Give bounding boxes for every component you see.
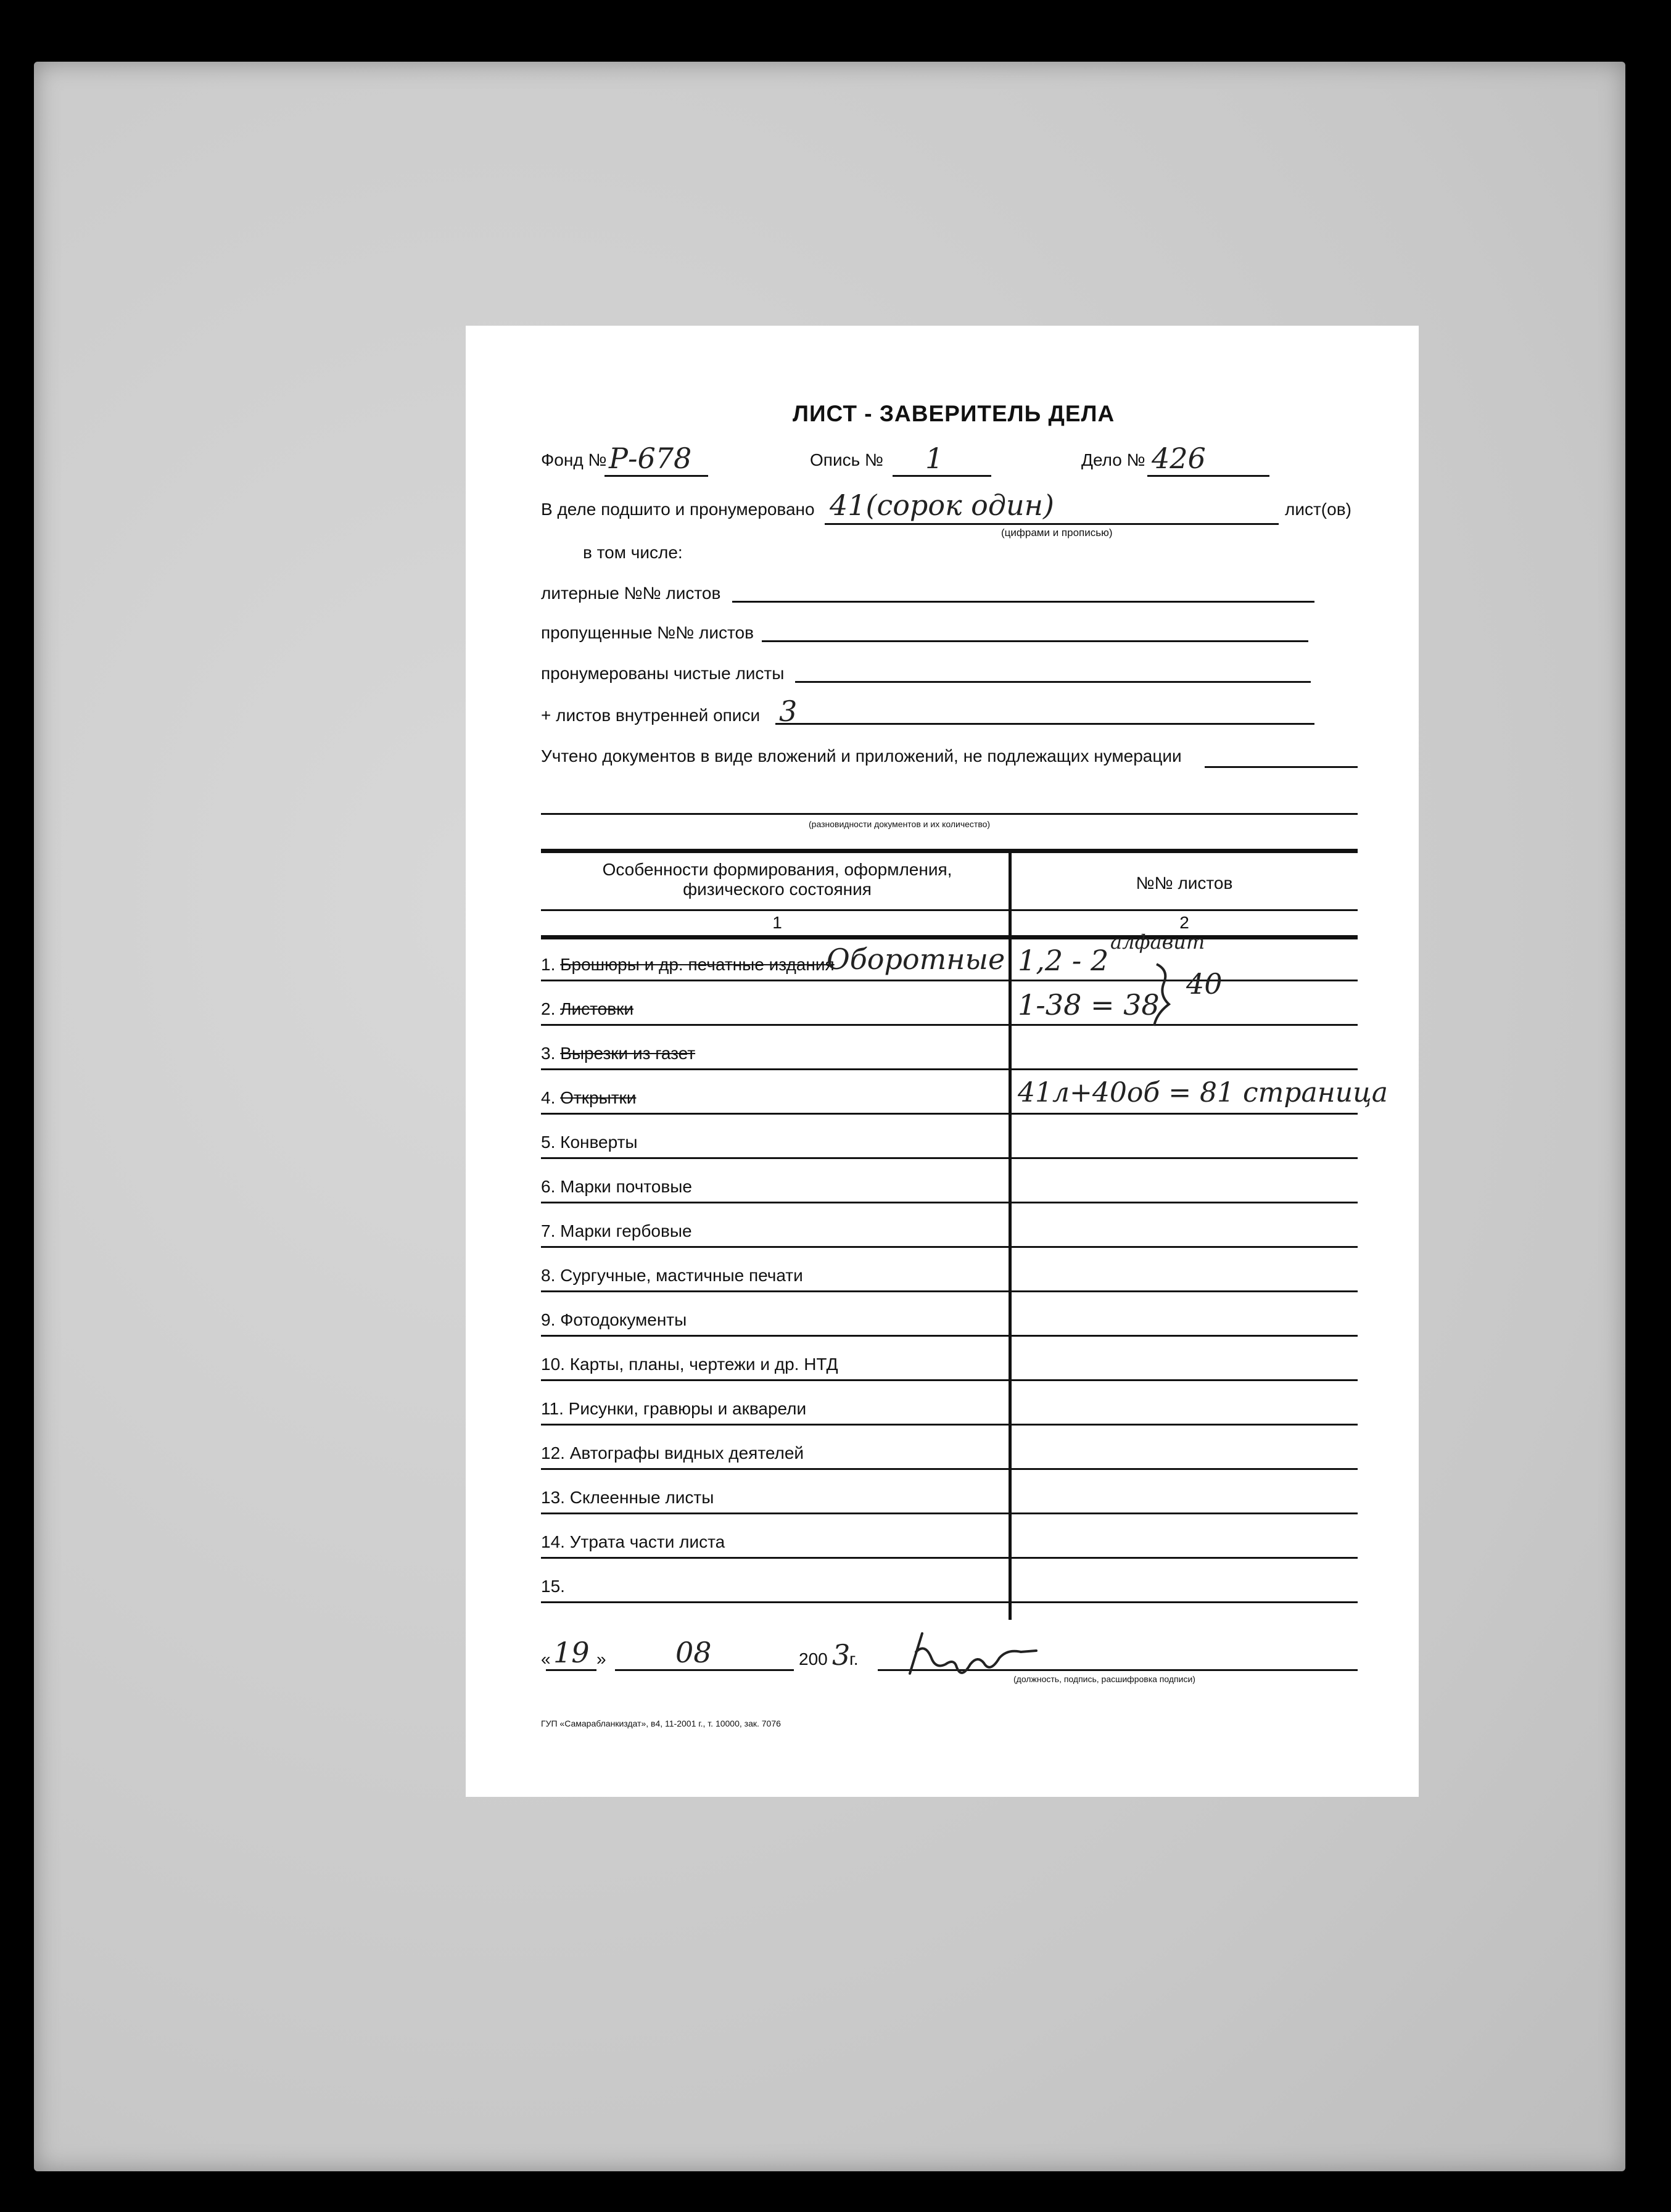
- table-row-line: [541, 1246, 1358, 1248]
- table-header-bottom-border: [541, 935, 1358, 939]
- date-year-digit: 3: [832, 1638, 851, 1672]
- date-close-quote: »: [596, 1649, 606, 1669]
- table-row-number: 9.: [541, 1310, 556, 1329]
- table-row-text: Утрата части листа: [569, 1532, 725, 1551]
- table-row-number: 5.: [541, 1133, 556, 1152]
- vnutrennei-value: 3: [779, 695, 798, 728]
- delo-value: 426: [1152, 442, 1206, 475]
- table-row-text: Открытки: [560, 1088, 637, 1107]
- date-day: 19: [553, 1636, 590, 1669]
- table-row-line: [541, 1379, 1358, 1381]
- table-row-sheet-numbers: 1,2 - 2: [1018, 944, 1109, 977]
- ucheteno-underline: [1205, 766, 1358, 768]
- date-month-underline: [615, 1669, 794, 1671]
- table-row-label: [541, 1177, 692, 1197]
- table-row-text: Склеенные листы: [569, 1488, 714, 1507]
- table-row-label: [541, 1044, 695, 1063]
- podshito-suffix: лист(ов): [1285, 500, 1351, 519]
- table-row-label: [541, 1088, 636, 1108]
- literal-label: литерные №№ листов: [541, 584, 721, 603]
- raznovidnosti-hint: (разновидности документов и их количество): [809, 819, 991, 829]
- fond-underline: [604, 475, 708, 477]
- table-row-text: Рисунки, гравюры и акварели: [568, 1399, 807, 1418]
- table-row-number: 15.: [541, 1577, 565, 1596]
- opis-value: 1: [925, 442, 944, 475]
- table-row-line: [541, 1113, 1358, 1115]
- ucheteno-label: Учтено документов в виде вложений и приложений, не подлежащих нумерации: [541, 746, 1182, 766]
- opis-label: Опись №: [810, 450, 883, 469]
- table-row-sheet-numbers: 41л+40об = 81 страница: [1018, 1077, 1388, 1108]
- table-row-line: [541, 1335, 1358, 1337]
- table-row-number: 7.: [541, 1221, 556, 1240]
- delo-underline: [1147, 475, 1269, 477]
- table-row-line: [541, 1202, 1358, 1203]
- chistye-label: пронумерованы чистые листы: [541, 664, 785, 683]
- date-year-suffix: г.: [849, 1649, 859, 1669]
- table-row-sheet-numbers: 1-38 = 38: [1018, 988, 1160, 1021]
- table-row-label: [541, 1443, 804, 1463]
- table-row-number: 2.: [541, 999, 556, 1018]
- table-col2-header: №№ листов: [1136, 873, 1233, 893]
- table-row-number: 1.: [541, 955, 556, 974]
- table-col1-header: Особенности формирования, оформления, физического состояния: [602, 860, 952, 899]
- table-row-line: [541, 980, 1358, 981]
- table-row-label: [541, 1310, 687, 1330]
- table-row-label: [541, 1532, 725, 1552]
- table-row-text: Автографы видных деятелей: [569, 1443, 804, 1463]
- table-top-border: [541, 849, 1358, 853]
- total-annotation: 40: [1186, 967, 1223, 1001]
- table-row-label: [541, 1399, 806, 1419]
- table-row-text: Конверты: [560, 1133, 638, 1152]
- table-row-text: Листовки: [560, 999, 634, 1018]
- podshito-label: В деле подшито и пронумеровано: [541, 500, 815, 519]
- vnutrennei-label: + листов внутренней описи: [541, 706, 761, 725]
- table-row-number: 6.: [541, 1177, 556, 1196]
- table-row-note: Оборотные: [827, 943, 1005, 976]
- table-row-label: [541, 1488, 714, 1508]
- table-row-number: 10.: [541, 1355, 565, 1374]
- opis-underline: [893, 475, 991, 477]
- table-row-line: [541, 1290, 1358, 1292]
- table-row-line: [541, 1557, 1358, 1559]
- bracket-mark: [1150, 961, 1187, 1029]
- table-row-line: [541, 1512, 1358, 1514]
- delo-label: Дело №: [1081, 450, 1145, 469]
- fond-value: Р-678: [609, 442, 692, 475]
- propushennye-underline: [762, 640, 1308, 642]
- podshito-value: 41(сорок один): [830, 489, 1054, 522]
- literal-underline: [732, 601, 1314, 603]
- certification-sheet: [466, 326, 1419, 1797]
- table-row-label: [541, 955, 835, 975]
- table-row-text: Сургучные, мастичные печати: [560, 1266, 803, 1285]
- chistye-underline: [795, 681, 1311, 683]
- table-row-number: 11.: [541, 1399, 564, 1418]
- table-row-number: 13.: [541, 1488, 565, 1507]
- imprint-text: ГУП «Самарабланкиздат», в4, 11-2001 г., т. 10000, зак. 7076: [541, 1719, 781, 1728]
- table-row-label: [541, 1221, 692, 1241]
- table-row-line: [541, 1468, 1358, 1470]
- v-tom-chisle-label: в том числе:: [583, 543, 683, 562]
- table-row-text: Марки гербовые: [560, 1221, 692, 1240]
- page-title: ЛИСТ - ЗАВЕРИТЕЛЬ ДЕЛА: [793, 401, 1115, 426]
- date-year-prefix: 200: [799, 1649, 828, 1669]
- table-col1-number: 1: [772, 913, 782, 932]
- table-row-label: [541, 1133, 638, 1152]
- table-row-number: 4.: [541, 1088, 556, 1107]
- date-open-quote: «: [541, 1649, 551, 1669]
- table-row-label: [541, 999, 633, 1019]
- table-row-number: 12.: [541, 1443, 565, 1463]
- table-row-number: 14.: [541, 1532, 565, 1551]
- table-row-text: Фотодокументы: [560, 1310, 687, 1329]
- table-row-line: [541, 1024, 1358, 1026]
- table-row-number: 8.: [541, 1266, 556, 1285]
- table-row-line: [541, 1424, 1358, 1426]
- vnutrennei-underline: [775, 723, 1314, 725]
- table-col2-number: 2: [1179, 913, 1189, 932]
- table-row-line: [541, 1068, 1358, 1070]
- fond-label: Фонд №: [541, 450, 607, 469]
- propushennye-label: пропущенные №№ листов: [541, 623, 754, 642]
- ucheteno-underline-2: [541, 813, 1358, 815]
- table-row-text: Карты, планы, чертежи и др. НТД: [569, 1355, 838, 1374]
- table-row-number: 3.: [541, 1044, 556, 1063]
- date-month: 08: [675, 1636, 712, 1669]
- table-row-label: [541, 1355, 838, 1374]
- table-row-label: [541, 1577, 565, 1596]
- podshito-hint: (цифрами и прописью): [1001, 527, 1113, 539]
- signature-hint: (должность, подпись, расшифровка подписи): [1013, 1674, 1195, 1684]
- archive-folder-background: [34, 62, 1625, 2171]
- alphabet-annotation: алфавит: [1110, 930, 1205, 954]
- podshito-underline: [825, 523, 1279, 525]
- date-day-underline: [546, 1669, 596, 1671]
- table-row-text: Вырезки из газет: [560, 1044, 696, 1063]
- table-row-text: Марки почтовые: [560, 1177, 692, 1196]
- table-header-line: [541, 909, 1358, 911]
- table-row-label: [541, 1266, 803, 1286]
- table-row-line: [541, 1157, 1358, 1159]
- table-row-text: Брошюры и др. печатные издания: [560, 955, 835, 974]
- table-column-divider: [1009, 849, 1012, 1620]
- table-row-line: [541, 1601, 1358, 1603]
